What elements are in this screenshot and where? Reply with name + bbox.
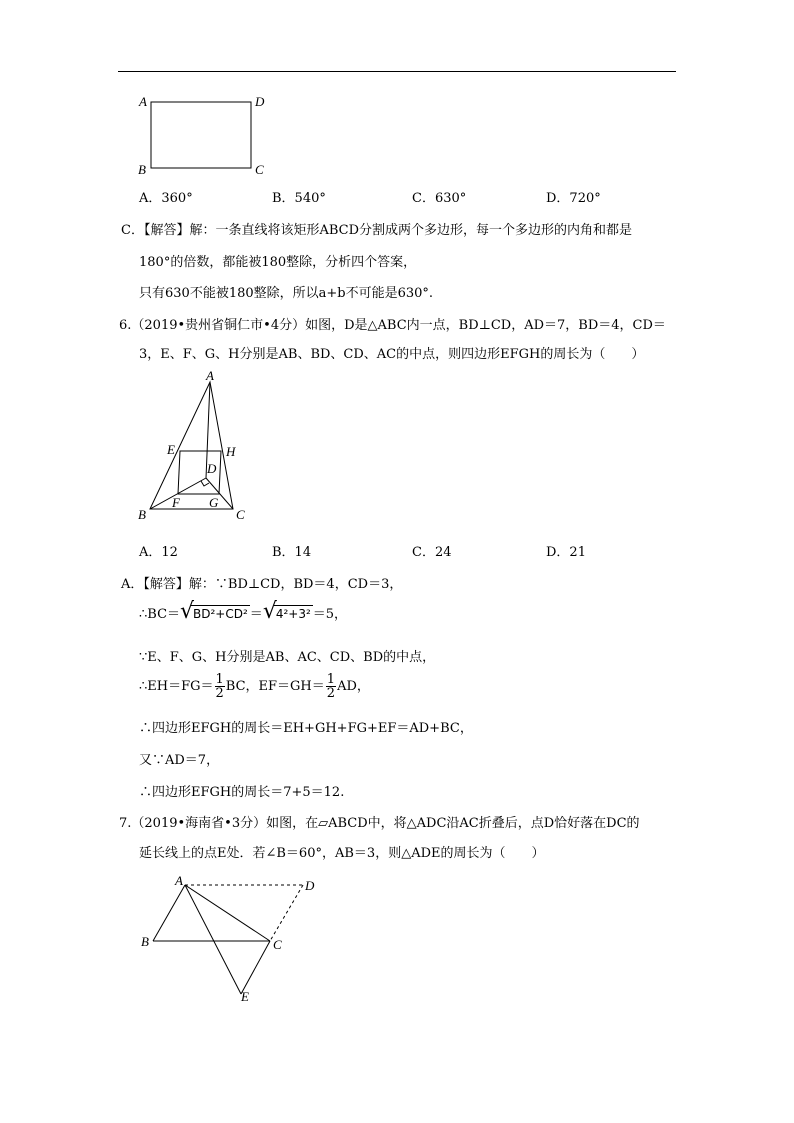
q6-answer-line-1: A．【解答】解：∵BD⊥CD，BD＝4，CD＝3， (121, 577, 403, 592)
q6-answer-line-2-suffix: ＝5， (312, 607, 348, 622)
q6-answer-line-4 (139, 673, 370, 700)
q6-option-a: A．12 (139, 545, 178, 560)
q7-label-c: C (273, 937, 282, 952)
q6-label-h: H (226, 444, 236, 459)
q7-segment-ac (185, 885, 270, 941)
q6-triangle-abc (150, 382, 233, 509)
header-rule (118, 71, 676, 72)
q7-stem-line-2: 延长线上的点E处．若∠B＝60°，AB＝3，则△ADE的周长为（ ） (139, 846, 545, 861)
q6-answer-line-2-eq: ＝ (249, 607, 263, 622)
q6-stem-line-1: 6.（2019•贵州省铜仁市•4分）如图，D是△ABC内一点，BD⊥CD，AD＝7，BD＝4，CD＝ (119, 318, 666, 333)
q6-label-b: B (138, 507, 146, 522)
q6-answer-line-5: ∴四边形EFGH的周长＝EH+GH+FG+EF＝AD+BC， (139, 721, 473, 736)
q6-sqrt-bd-cd-body: BD²+CD² (193, 607, 248, 621)
q6-option-c: C．24 (412, 545, 452, 560)
q5-rectangle-figure (130, 90, 280, 180)
q6-answer-line-2 (139, 599, 348, 624)
q6-answer-line-7: ∴四边形EFGH的周长＝7+5＝12. (139, 785, 345, 800)
q6-fraction-2-denominator: 2 (326, 686, 336, 701)
q6-sqrt-numbers-body: 4²+3² (275, 607, 311, 621)
q6-answer-line-2-prefix: ∴BC＝ (139, 607, 181, 622)
q6-triangle-figure (130, 368, 260, 528)
q6-label-f: F (172, 495, 180, 510)
q5-option-a: A．360° (139, 191, 193, 206)
q7-stem-line-1: 7.（2019•海南省•3分）如图，在▱ABCD中，将△ADC沿AC折叠后，点D恰好落在DC的 (119, 816, 640, 831)
q5-answer-line-3: 只有630不能被180整除，所以a+b不可能是630°. (139, 286, 434, 301)
q6-label-c: C (236, 507, 245, 522)
q6-fraction-1-denominator: 2 (215, 686, 224, 701)
q6-answer-line-4-mid: BC，EF＝GH＝ (225, 679, 325, 694)
q7-label-e: E (241, 989, 249, 1004)
q5-label-c: C (255, 162, 264, 177)
q5-label-a: A (139, 94, 147, 109)
q5-answer-line-1: C．【解答】解：一条直线将该矩形ABCD分割成两个多边形，每一个多边形的内角和都是 (121, 223, 632, 238)
q7-segment-ce (241, 941, 270, 994)
q5-label-b: B (138, 162, 146, 177)
q6-fraction-half-1 (215, 673, 225, 700)
q6-label-g: G (209, 495, 219, 510)
q6-option-b: B．14 (272, 545, 312, 560)
q7-label-b: B (141, 934, 149, 949)
q5-option-d: D．720° (546, 191, 601, 206)
q7-segment-ab (153, 885, 185, 941)
q5-option-c: C．630° (412, 191, 467, 206)
q6-fraction-half-2 (326, 673, 336, 700)
q6-label-e: E (167, 442, 175, 457)
q6-label-a: A (206, 368, 214, 383)
q6-fraction-1-numerator: 1 (215, 672, 224, 687)
q6-right-angle-mark (201, 481, 209, 486)
q7-parallelogram-figure (135, 870, 335, 1010)
q6-sqrt-numbers: √ 4²+3² (262, 599, 311, 624)
q6-stem-line-2: 3，E、F、G、H分别是AB、BD、CD、AC的中点，则四边形EFGH的周长为（ ） (139, 347, 645, 362)
q6-answer-line-4-suffix: AD， (337, 679, 370, 694)
q5-option-b: B．540° (272, 191, 326, 206)
q6-option-d: D．21 (546, 545, 586, 560)
q5-answer-line-2: 180°的倍数，都能被180整除，分析四个答案， (139, 255, 417, 270)
q6-answer-line-6: 又∵AD＝7， (139, 753, 220, 768)
q6-answer-line-3: ∵E、F、G、H分别是AB、AC、CD、BD的中点， (139, 650, 436, 665)
q5-label-d: D (255, 94, 265, 109)
q7-label-a: A (175, 873, 183, 888)
q6-answer-line-4-prefix: ∴EH＝FG＝ (139, 679, 214, 694)
q6-fraction-2-numerator: 1 (326, 672, 336, 687)
q7-segment-dc-dashed (270, 885, 303, 941)
q7-label-d: D (305, 878, 315, 893)
q5-rectangle (151, 102, 251, 168)
q6-label-d: D (207, 461, 217, 476)
q7-segment-ae (185, 885, 241, 994)
q6-sqrt-bd-cd: √ BD²+CD² (180, 599, 248, 624)
